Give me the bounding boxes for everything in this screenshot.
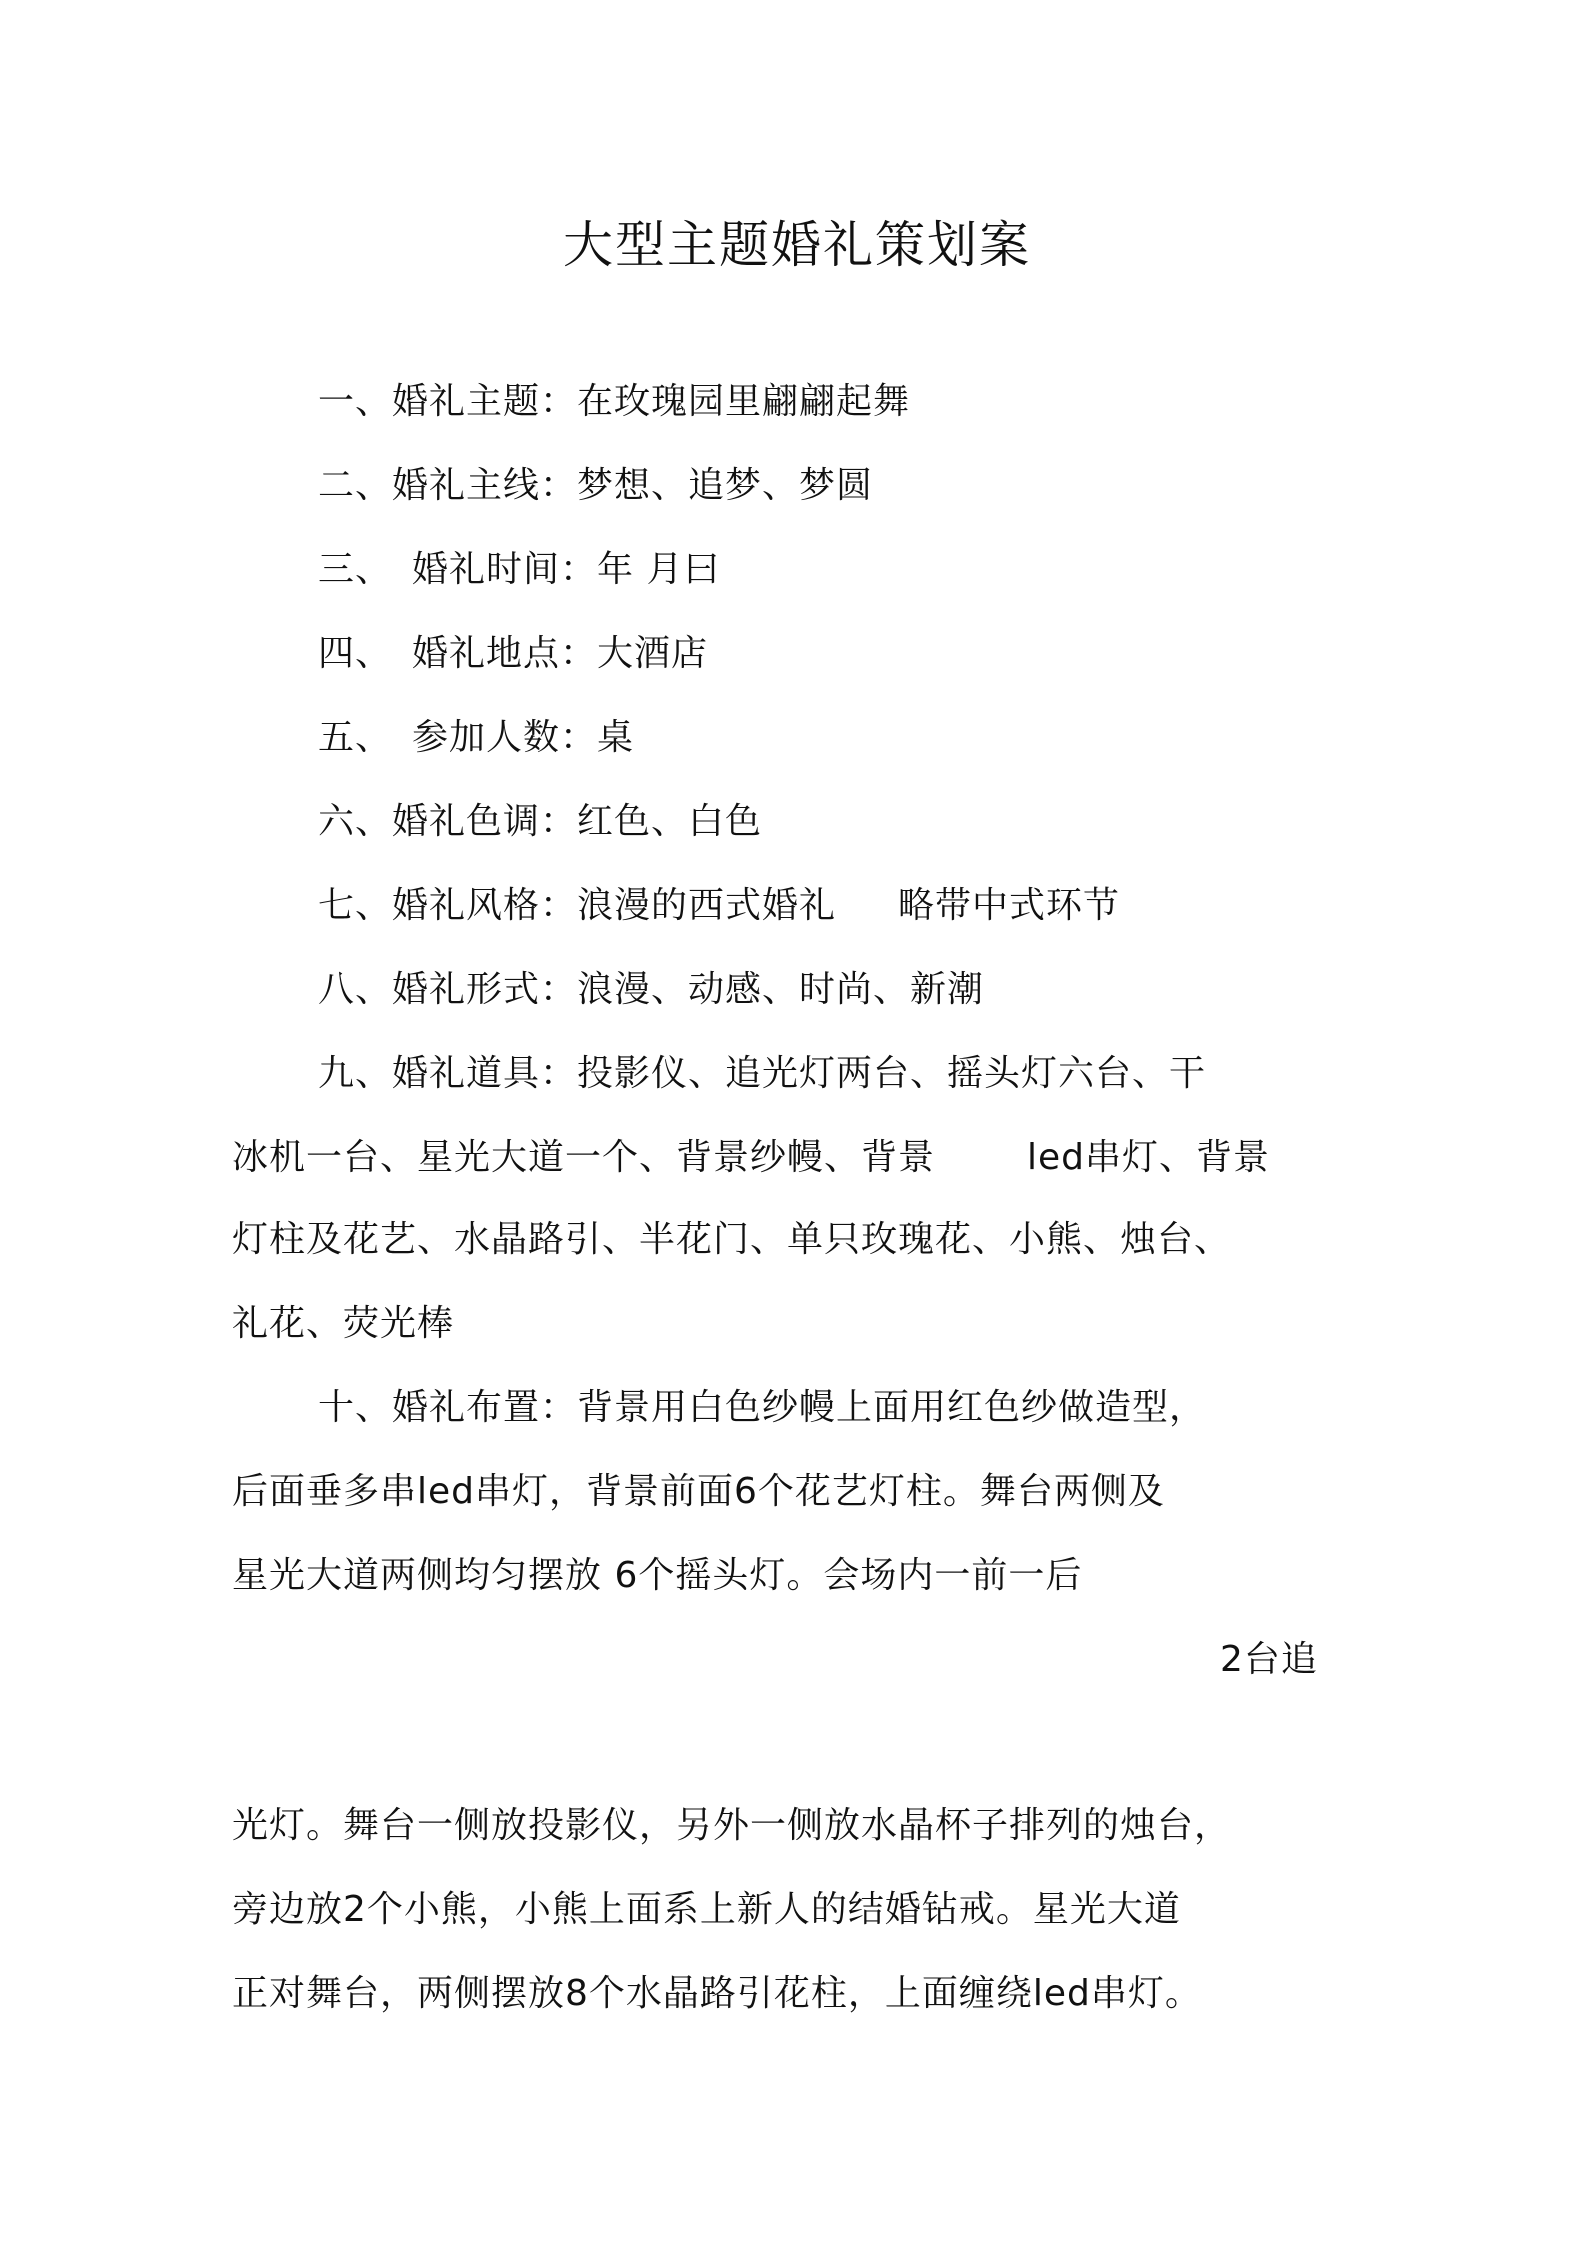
item-style	[318, 882, 1120, 930]
item-value: 浪漫、动感、时尚、新潮	[577, 969, 985, 1010]
item-location	[318, 630, 708, 678]
item-theme	[318, 378, 910, 426]
item-colors	[318, 798, 762, 846]
item-guests	[318, 714, 634, 762]
props-line-1: 九、婚礼道具：投影仪、追光灯两台、摇头灯六台、干	[318, 1053, 1207, 1094]
item-label: 一、婚礼主题：	[318, 381, 578, 422]
item-format	[318, 966, 984, 1014]
layout-line-7: 正对舞台，两侧摆放8个水晶路引花柱，上面缠绕led串灯。	[232, 1973, 1202, 2014]
item-value: 浪漫的西式婚礼	[577, 885, 837, 926]
item-mainline	[318, 462, 873, 510]
item-value: 红色、白色	[577, 801, 763, 842]
item-time	[318, 546, 720, 594]
item-label: 婚礼地点：	[412, 633, 598, 674]
document-title: 大型主题婚礼策划案	[563, 216, 1031, 274]
item-value-extra: 略带中式环节	[898, 885, 1121, 926]
props-line-2	[232, 1134, 1270, 1182]
item-value: 在玫瑰园里翩翩起舞	[577, 381, 911, 422]
layout-line-4: 2台追	[1220, 1639, 1318, 1680]
item-value: 大酒店	[597, 633, 709, 674]
item-label: 婚礼时间：	[412, 549, 598, 590]
layout-line-2: 后面垂多串led串灯，背景前面6个花艺灯柱。舞台两侧及	[232, 1471, 1165, 1512]
item-value: 年 月曰	[597, 549, 721, 590]
item-label: 六、婚礼色调：	[318, 801, 578, 842]
item-value: 桌	[597, 717, 635, 758]
item-label: 七、婚礼风格：	[318, 885, 578, 926]
item-number: 四、	[318, 633, 393, 674]
item-number: 三、	[318, 549, 393, 590]
item-label: 二、婚礼主线：	[318, 465, 578, 506]
layout-line-6: 旁边放2个小熊，小熊上面系上新人的结婚钻戒。星光大道	[232, 1889, 1181, 1930]
item-label: 参加人数：	[412, 717, 598, 758]
props-line-4: 礼花、荧光棒	[232, 1303, 455, 1344]
layout-line-5: 光灯。舞台一侧放投影仪，另外一侧放水晶杯子排列的烛台，	[232, 1805, 1232, 1846]
props-line-3: 灯柱及花艺、水晶路引、半花门、单只玫瑰花、小熊、烛台、	[232, 1219, 1232, 1260]
layout-line-1: 十、婚礼布置：背景用白色纱幔上面用红色纱做造型，	[318, 1387, 1207, 1428]
item-number: 五、	[318, 717, 393, 758]
layout-line-3: 星光大道两侧均匀摆放 6个摇头灯。会场内一前一后	[232, 1555, 1083, 1596]
props-line-2a: 冰机一台、星光大道一个、背景纱幔、背景	[232, 1137, 936, 1178]
item-label: 八、婚礼形式：	[318, 969, 578, 1010]
item-value: 梦想、追梦、梦圆	[577, 465, 874, 506]
props-line-2b: led串灯、背景	[1027, 1137, 1271, 1178]
